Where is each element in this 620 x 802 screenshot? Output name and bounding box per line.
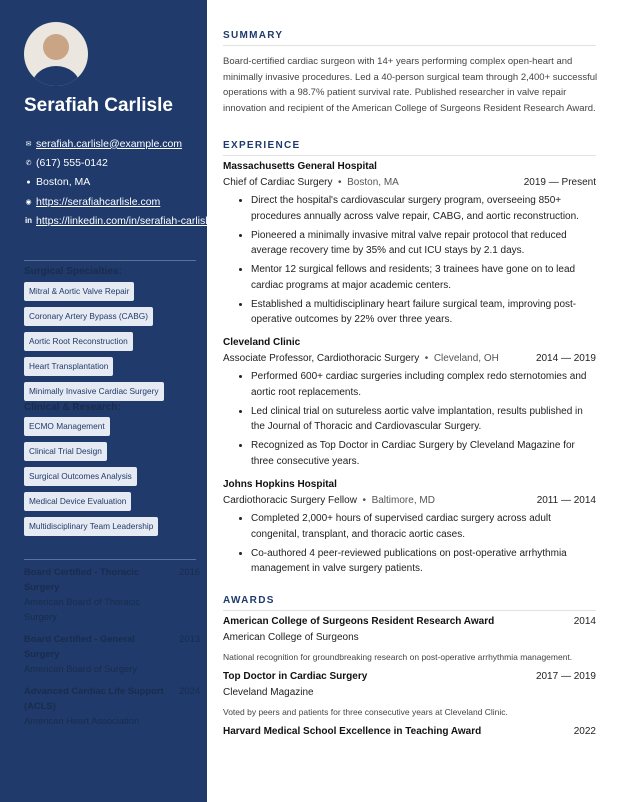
linkedin-icon: in (24, 216, 33, 226)
certification-title: Board Certified - General Surgery (24, 633, 135, 659)
phone-text: (617) 555-0142 (36, 156, 108, 169)
award-year: 2017 — 2019 (535, 671, 596, 682)
award-title: Top Doctor in Cardiac Surgery (223, 671, 368, 682)
experience-item (223, 159, 596, 331)
job-title: Associate Professor, Cardiothoracic Surgery (223, 353, 420, 364)
location-pin-icon: ● (26, 178, 31, 186)
job-location: Cleveland, OH (433, 353, 499, 364)
skill-tag: Medical Device Evaluation (24, 492, 131, 511)
role-line: Chief of Cardiac Surgery • Boston, MA 2019 — Present (223, 175, 596, 191)
certification-title: Advanced Cardiac Life Support (ACLS) (24, 685, 164, 711)
certification-item (24, 564, 200, 624)
job-title: Chief of Cardiac Surgery (223, 177, 333, 188)
contact-list (24, 134, 213, 230)
employer-name: Massachusetts General Hospital (223, 161, 377, 172)
employer-name: Johns Hopkins Hospital (223, 479, 337, 490)
skill-tag: Minimally Invasive Cardiac Surgery (24, 382, 164, 401)
skill-tag: Coronary Artery Bypass (CABG) (24, 307, 153, 326)
experience-item (223, 477, 596, 580)
achievement-item: • Recognized as Top Doctor in Cardiac Surgery by Cleveland Magazine for three consecutive years. (251, 438, 596, 469)
avatar-shoulders (32, 66, 80, 86)
experience-item (223, 335, 596, 473)
award-title: Harvard Medical School Excellence in Teaching Award (223, 726, 482, 737)
certification-org: American Heart Association (24, 715, 140, 726)
research-title: Clinical & Research: (24, 402, 121, 413)
award-item (223, 724, 596, 740)
skill-tag: ECMO Management (24, 417, 110, 436)
role-line: Cardiothoracic Surgery Fellow • Baltimore, MD 2011 — 2014 (223, 493, 596, 509)
contact-email[interactable] (24, 134, 213, 153)
achievement-item: • Direct the hospital's cardiovascular surgery program, overseeing 850+ procedures annually across valve repair, CABG, and aortic reconstruction. (251, 193, 596, 224)
job-dates: 2014 — 2019 (535, 353, 596, 364)
job-dates: 2019 — Present (523, 177, 596, 188)
role-line: Associate Professor, Cardiothoracic Surgery • Cleveland, OH 2014 — 2019 (223, 351, 596, 367)
job-title: Cardiothoracic Surgery Fellow (223, 495, 357, 506)
skill-tag: Heart Transplantation (24, 357, 113, 376)
certification-title: Board Certified - Thoracic Surgery (24, 566, 140, 592)
skill-tag: Aortic Root Reconstruction (24, 332, 133, 351)
sidebar (0, 0, 214, 802)
sidebar-divider (24, 260, 196, 261)
job-location: Boston, MA (347, 177, 399, 188)
envelope-icon: ✉ (25, 140, 32, 148)
award-org: American College of Surgeons (223, 632, 359, 643)
experience-heading: EXPERIENCE (223, 140, 301, 151)
avatar (24, 22, 88, 86)
skill-tag: Multidisciplinary Team Leadership (24, 517, 158, 536)
achievement-item: • Completed 2,000+ hours of supervised cardiac surgery across adult congenital, transplant, and thoracic aortic cases. (251, 511, 596, 542)
skill-tag: Clinical Trial Design (24, 442, 107, 461)
job-location: Baltimore, MD (371, 495, 435, 506)
specialties-title: Surgical Specialties: (24, 266, 122, 277)
awards-heading: AWARDS (223, 595, 275, 606)
skill-tag: Mitral & Aortic Valve Repair (24, 282, 134, 301)
award-year: 2022 (573, 726, 596, 737)
award-org: Cleveland Magazine (223, 687, 314, 698)
award-year: 2014 (573, 616, 596, 627)
contact-phone (24, 153, 213, 172)
achievement-item: • Led clinical trial on sutureless aortic valve implantation, results published in the Journal of Thoracic and Cardiovascular Surgery. (251, 404, 596, 435)
section-divider (223, 45, 596, 46)
certification-year: 2024 (179, 685, 200, 696)
achievement-item: • Mentor 12 surgical fellows and residents; 3 trainees have gone on to lead cardiac programs at major academic centers. (251, 262, 596, 293)
research-tags (24, 416, 204, 541)
certification-item (24, 683, 200, 728)
globe-icon: ◉ (25, 198, 32, 206)
certification-year: 2013 (179, 633, 200, 644)
award-description: National recognition for groundbreaking research on post-operative arrhythmia management. (223, 652, 573, 662)
certification-year: 2016 (179, 566, 200, 577)
achievement-item: • Established a multidisciplinary heart failure surgical team, improving post-operative outcomes by 22% over three years. (251, 297, 596, 328)
award-item (223, 614, 596, 664)
certification-item (24, 631, 200, 676)
award-description: Voted by peers and patients for three consecutive years at Cleveland Clinic. (223, 707, 508, 717)
achievement-list (223, 511, 596, 577)
certification-org: American Board of Thoracic Surgery (24, 596, 141, 622)
job-dates: 2011 — 2014 (536, 495, 596, 506)
specialties-tags (24, 281, 204, 406)
employer-name: Cleveland Clinic (223, 337, 301, 348)
award-item (223, 669, 596, 719)
contact-website[interactable] (24, 192, 213, 211)
candidate-name: Serafiah Carlisle (24, 95, 173, 116)
contact-location (24, 173, 213, 192)
location-text: Boston, MA (36, 176, 91, 189)
linkedin-link[interactable]: https://linkedin.com/in/serafiah-carlisle (36, 214, 214, 227)
website-link[interactable]: https://serafiahcarlisle.com (36, 195, 161, 208)
section-divider (223, 610, 596, 611)
section-divider (223, 155, 596, 156)
certification-org: American Board of Surgery (24, 663, 138, 674)
phone-icon: ✆ (25, 159, 32, 167)
achievement-list (223, 369, 596, 469)
achievement-item: • Pioneered a minimally invasive mitral valve repair protocol that reduced average recovery time by 35% and cut ICU stays by 2.1 days. (251, 228, 596, 259)
achievement-item: • Performed 600+ cardiac surgeries including complex redo sternotomies and aortic root replacements. (251, 369, 596, 400)
skill-tag: Surgical Outcomes Analysis (24, 467, 137, 486)
summary-text: Board-certified cardiac surgeon with 14+ years performing complex open-heart and minimally invasive procedures. Led a 40-person surgical team through 2,400+ successful operations with a 98.7% patient survival rate. Published researcher in valve repair innovation and recipient of the American College of Surgeons Resident Research Award. (223, 56, 598, 114)
summary-heading: SUMMARY (223, 30, 284, 41)
avatar-head (43, 34, 69, 60)
achievement-list (223, 193, 596, 328)
award-title: American College of Surgeons Resident Research Award (223, 616, 495, 627)
achievement-item: • Co-authored 4 peer-reviewed publications on post-operative arrhythmia management in valve surgery patients. (251, 546, 596, 577)
contact-linkedin[interactable] (24, 211, 213, 230)
sidebar-divider (24, 559, 196, 560)
email-link[interactable]: serafiah.carlisle@example.com (36, 137, 183, 150)
